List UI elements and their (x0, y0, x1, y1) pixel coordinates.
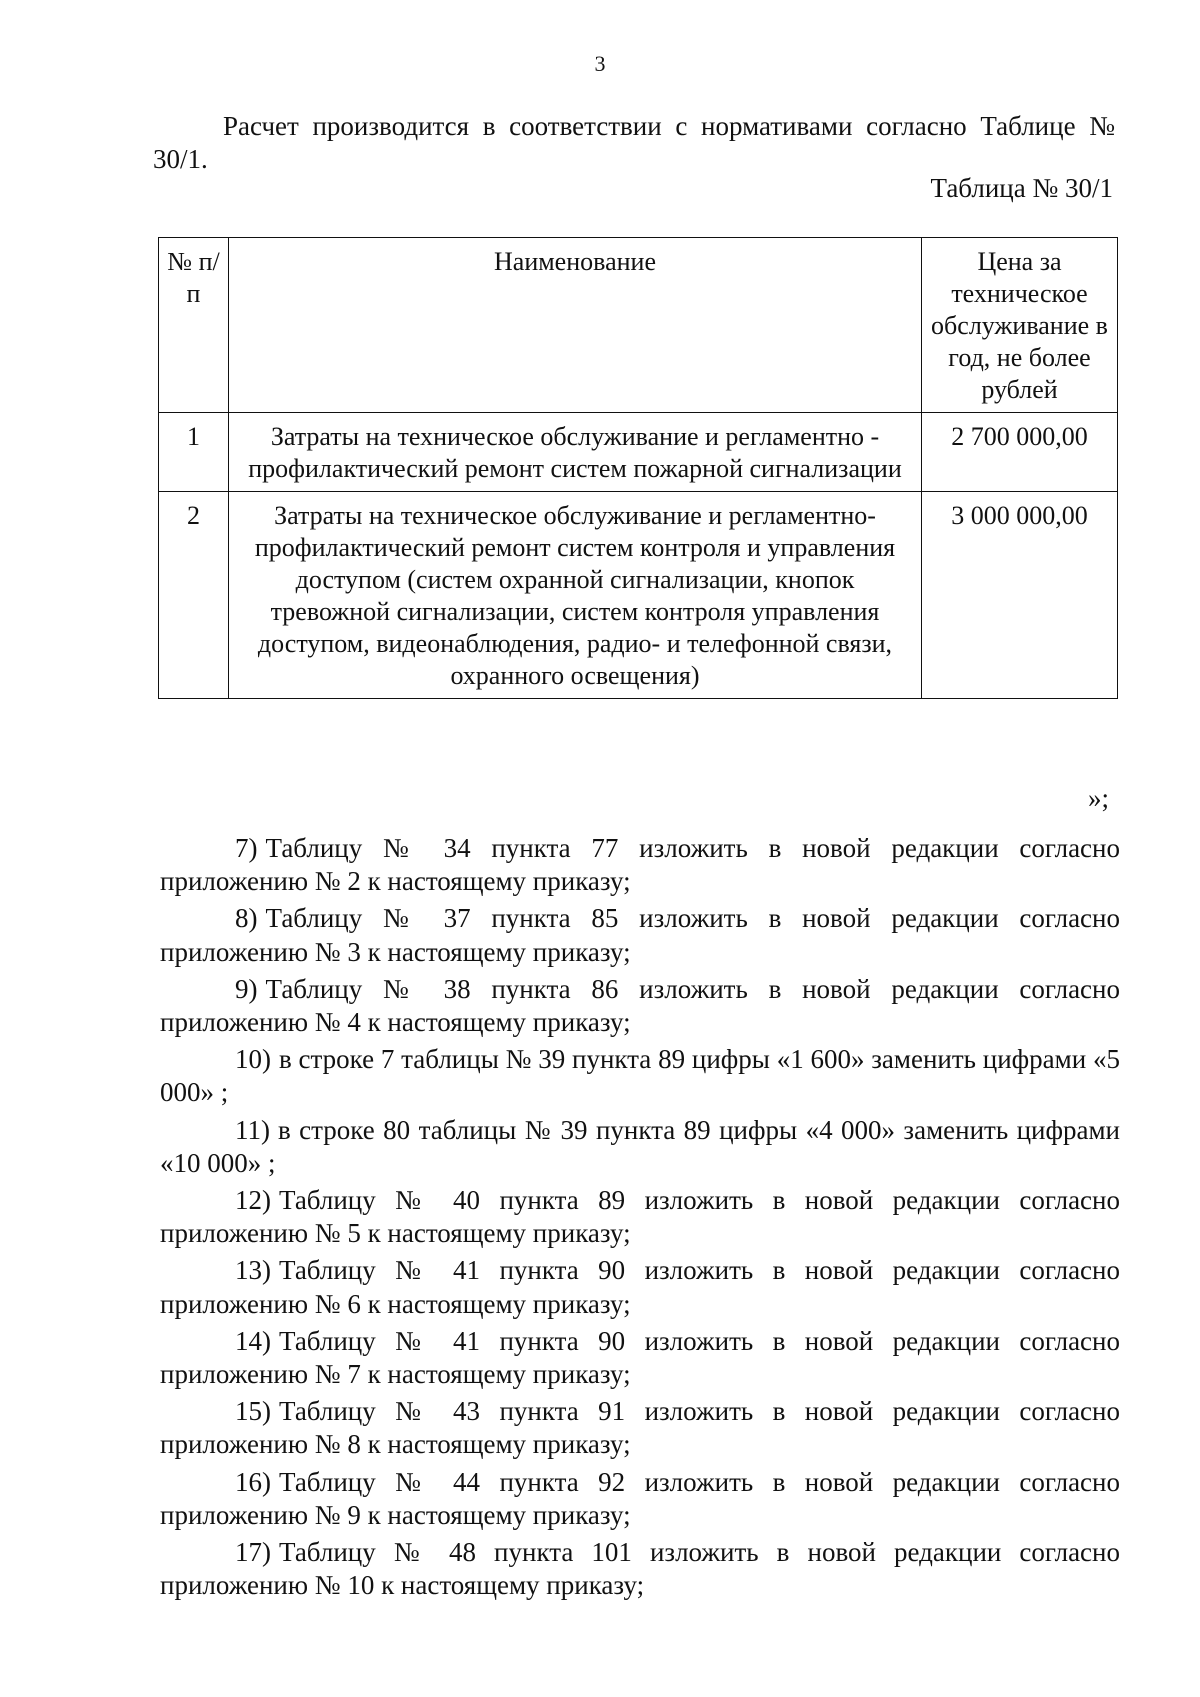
item-number: 10) (235, 1044, 271, 1075)
table-row (159, 412, 1118, 491)
intro-paragraph: Расчет производится в соответствии с нормативами согласно Таблице № 30/1. (153, 111, 1115, 175)
item-number: 8) (235, 903, 258, 934)
row-name: Затраты на техническое обслуживание и регламентно - профилактический ремонт систем пожарной сигнализации (229, 412, 922, 491)
closing-quote: »; (1088, 783, 1110, 813)
row-num: 1 (159, 412, 229, 491)
item-text: Таблицу № 44 пункта 92 изложить в новой редакции согласно приложению № 9 к настоящему приказу; (160, 1466, 1120, 1530)
list-item (160, 1254, 1120, 1320)
list-item (160, 902, 1120, 968)
row-price: 2 700 000,00 (922, 412, 1118, 491)
item-number: 17) (235, 1537, 271, 1568)
list-item (160, 1395, 1120, 1461)
header-price: Цена за техническое обслуживание в год, не более рублей (922, 238, 1118, 413)
list-item (160, 1043, 1120, 1109)
item-number: 7) (235, 833, 258, 863)
item-number: 9) (235, 973, 258, 1004)
item-text: в строке 7 таблицы № 39 пункта 89 цифры «1 600» заменить цифрами «5 000» ; (160, 1044, 1120, 1108)
item-text: Таблицу № 43 пункта 91 изложить в новой редакции согласно приложению № 8 к настоящему приказу; (160, 1396, 1120, 1460)
row-price: 3 000 000,00 (922, 491, 1118, 698)
item-text: Таблицу № 41 пункта 90 изложить в новой редакции согласно приложению № 7 к настоящему приказу; (160, 1325, 1120, 1390)
item-number: 13) (235, 1255, 271, 1286)
row-name: Затраты на техническое обслуживание и регламентно-профилактический ремонт систем контроля и управления доступом (систем охранной сигнализации, кнопок тревожной сигнализации, систем контроля управления доступом, видеонаблюдения, радио- и телефонной связи, охранного освещения) (229, 491, 922, 698)
list-item (160, 1325, 1120, 1391)
list-item (160, 1184, 1120, 1250)
item-text: Таблицу № 37 пункта 85 изложить в новой редакции согласно приложению № 3 к настоящему приказу; (160, 903, 1120, 967)
item-number: 16) (235, 1466, 271, 1497)
item-number: 12) (235, 1185, 271, 1216)
table-header-row (159, 238, 1118, 413)
norms-table (158, 237, 1118, 699)
table-caption: Таблица № 30/1 (930, 173, 1113, 203)
list-item (160, 1466, 1120, 1532)
item-number: 15) (235, 1396, 271, 1427)
item-text: Таблицу № 40 пункта 89 изложить в новой редакции согласно приложению № 5 к настоящему приказу; (160, 1185, 1120, 1249)
list-item (160, 1536, 1120, 1602)
page-number: 3 (594, 51, 606, 76)
list-item (160, 1114, 1120, 1180)
list-item (160, 832, 1120, 898)
item-number: 14) (235, 1325, 271, 1356)
item-text: Таблицу № 48 пункта 101 изложить в новой редакции согласно приложению № 10 к настоящему приказу; (160, 1537, 1120, 1601)
item-text: Таблицу № 34 пункта 77 изложить в новой редакции согласно приложению № 2 к настоящему приказу; (160, 833, 1120, 897)
table-row (159, 491, 1118, 698)
item-text: в строке 80 таблицы № 39 пункта 89 цифры «4 000» заменить цифрами «10 000» ; (160, 1114, 1120, 1178)
header-name: Наименование (229, 238, 922, 413)
item-text: Таблицу № 41 пункта 90 изложить в новой редакции согласно приложению № 6 к настоящему приказу; (160, 1255, 1120, 1319)
item-text: Таблицу № 38 пункта 86 изложить в новой редакции согласно приложению № 4 к настоящему приказу; (160, 973, 1120, 1038)
amendment-list (160, 832, 1120, 1606)
row-num: 2 (159, 491, 229, 698)
header-num: № п/п (159, 238, 229, 413)
list-item (160, 973, 1120, 1039)
item-number: 11) (235, 1114, 270, 1145)
